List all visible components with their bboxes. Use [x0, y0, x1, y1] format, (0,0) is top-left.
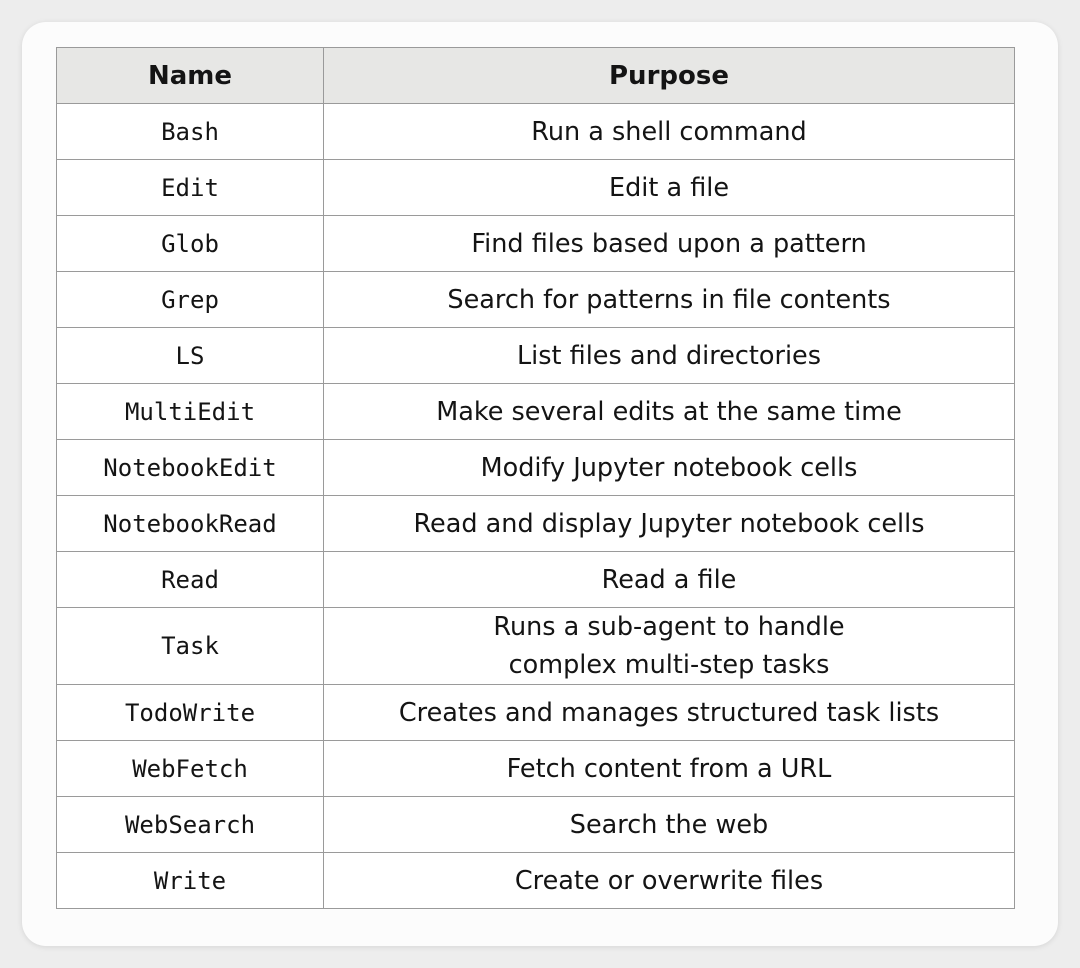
- tool-name-cell: Glob: [57, 216, 324, 272]
- table-row: [57, 797, 1015, 853]
- header-row: [57, 48, 1015, 104]
- table-row: [57, 104, 1015, 160]
- tool-purpose-cell: Edit a file: [324, 160, 1015, 216]
- tool-purpose-cell: Read and display Jupyter notebook cells: [324, 496, 1015, 552]
- tool-name-cell: Task: [57, 608, 324, 685]
- tool-name-cell: Bash: [57, 104, 324, 160]
- tool-name-cell: TodoWrite: [57, 685, 324, 741]
- table-row: [57, 216, 1015, 272]
- tool-purpose-cell: Fetch content from a URL: [324, 741, 1015, 797]
- table-row: [57, 384, 1015, 440]
- table-card: [22, 22, 1058, 946]
- table-row: [57, 272, 1015, 328]
- tool-purpose-cell: Make several edits at the same time: [324, 384, 1015, 440]
- tool-name-cell: NotebookEdit: [57, 440, 324, 496]
- tool-purpose-cell: List files and directories: [324, 328, 1015, 384]
- tool-name-cell: Read: [57, 552, 324, 608]
- table-row: [57, 440, 1015, 496]
- purpose-column-header: Purpose: [324, 48, 1015, 104]
- table-row: [57, 328, 1015, 384]
- tool-name-cell: NotebookRead: [57, 496, 324, 552]
- tool-purpose-cell: Search for patterns in file contents: [324, 272, 1015, 328]
- tool-name-cell: LS: [57, 328, 324, 384]
- tool-purpose-cell: Run a shell command: [324, 104, 1015, 160]
- tool-purpose-cell: Runs a sub-agent to handle complex multi-step tasks: [324, 608, 1015, 685]
- table-row: [57, 552, 1015, 608]
- tool-name-cell: WebSearch: [57, 797, 324, 853]
- tool-purpose-cell: Creates and manages structured task lists: [324, 685, 1015, 741]
- table-row: [57, 608, 1015, 685]
- table-row: [57, 160, 1015, 216]
- table-row: [57, 685, 1015, 741]
- tool-purpose-cell: Modify Jupyter notebook cells: [324, 440, 1015, 496]
- tool-name-cell: Grep: [57, 272, 324, 328]
- table-row: [57, 741, 1015, 797]
- table-row: [57, 853, 1015, 909]
- tool-name-cell: Edit: [57, 160, 324, 216]
- tool-purpose-cell: Create or overwrite files: [324, 853, 1015, 909]
- tool-name-cell: MultiEdit: [57, 384, 324, 440]
- tool-purpose-cell: Find files based upon a pattern: [324, 216, 1015, 272]
- tool-purpose-cell: Search the web: [324, 797, 1015, 853]
- name-column-header: Name: [57, 48, 324, 104]
- table-row: [57, 496, 1015, 552]
- tool-purpose-cell: Read a file: [324, 552, 1015, 608]
- tools-table: [56, 47, 1015, 909]
- tool-name-cell: WebFetch: [57, 741, 324, 797]
- tool-name-cell: Write: [57, 853, 324, 909]
